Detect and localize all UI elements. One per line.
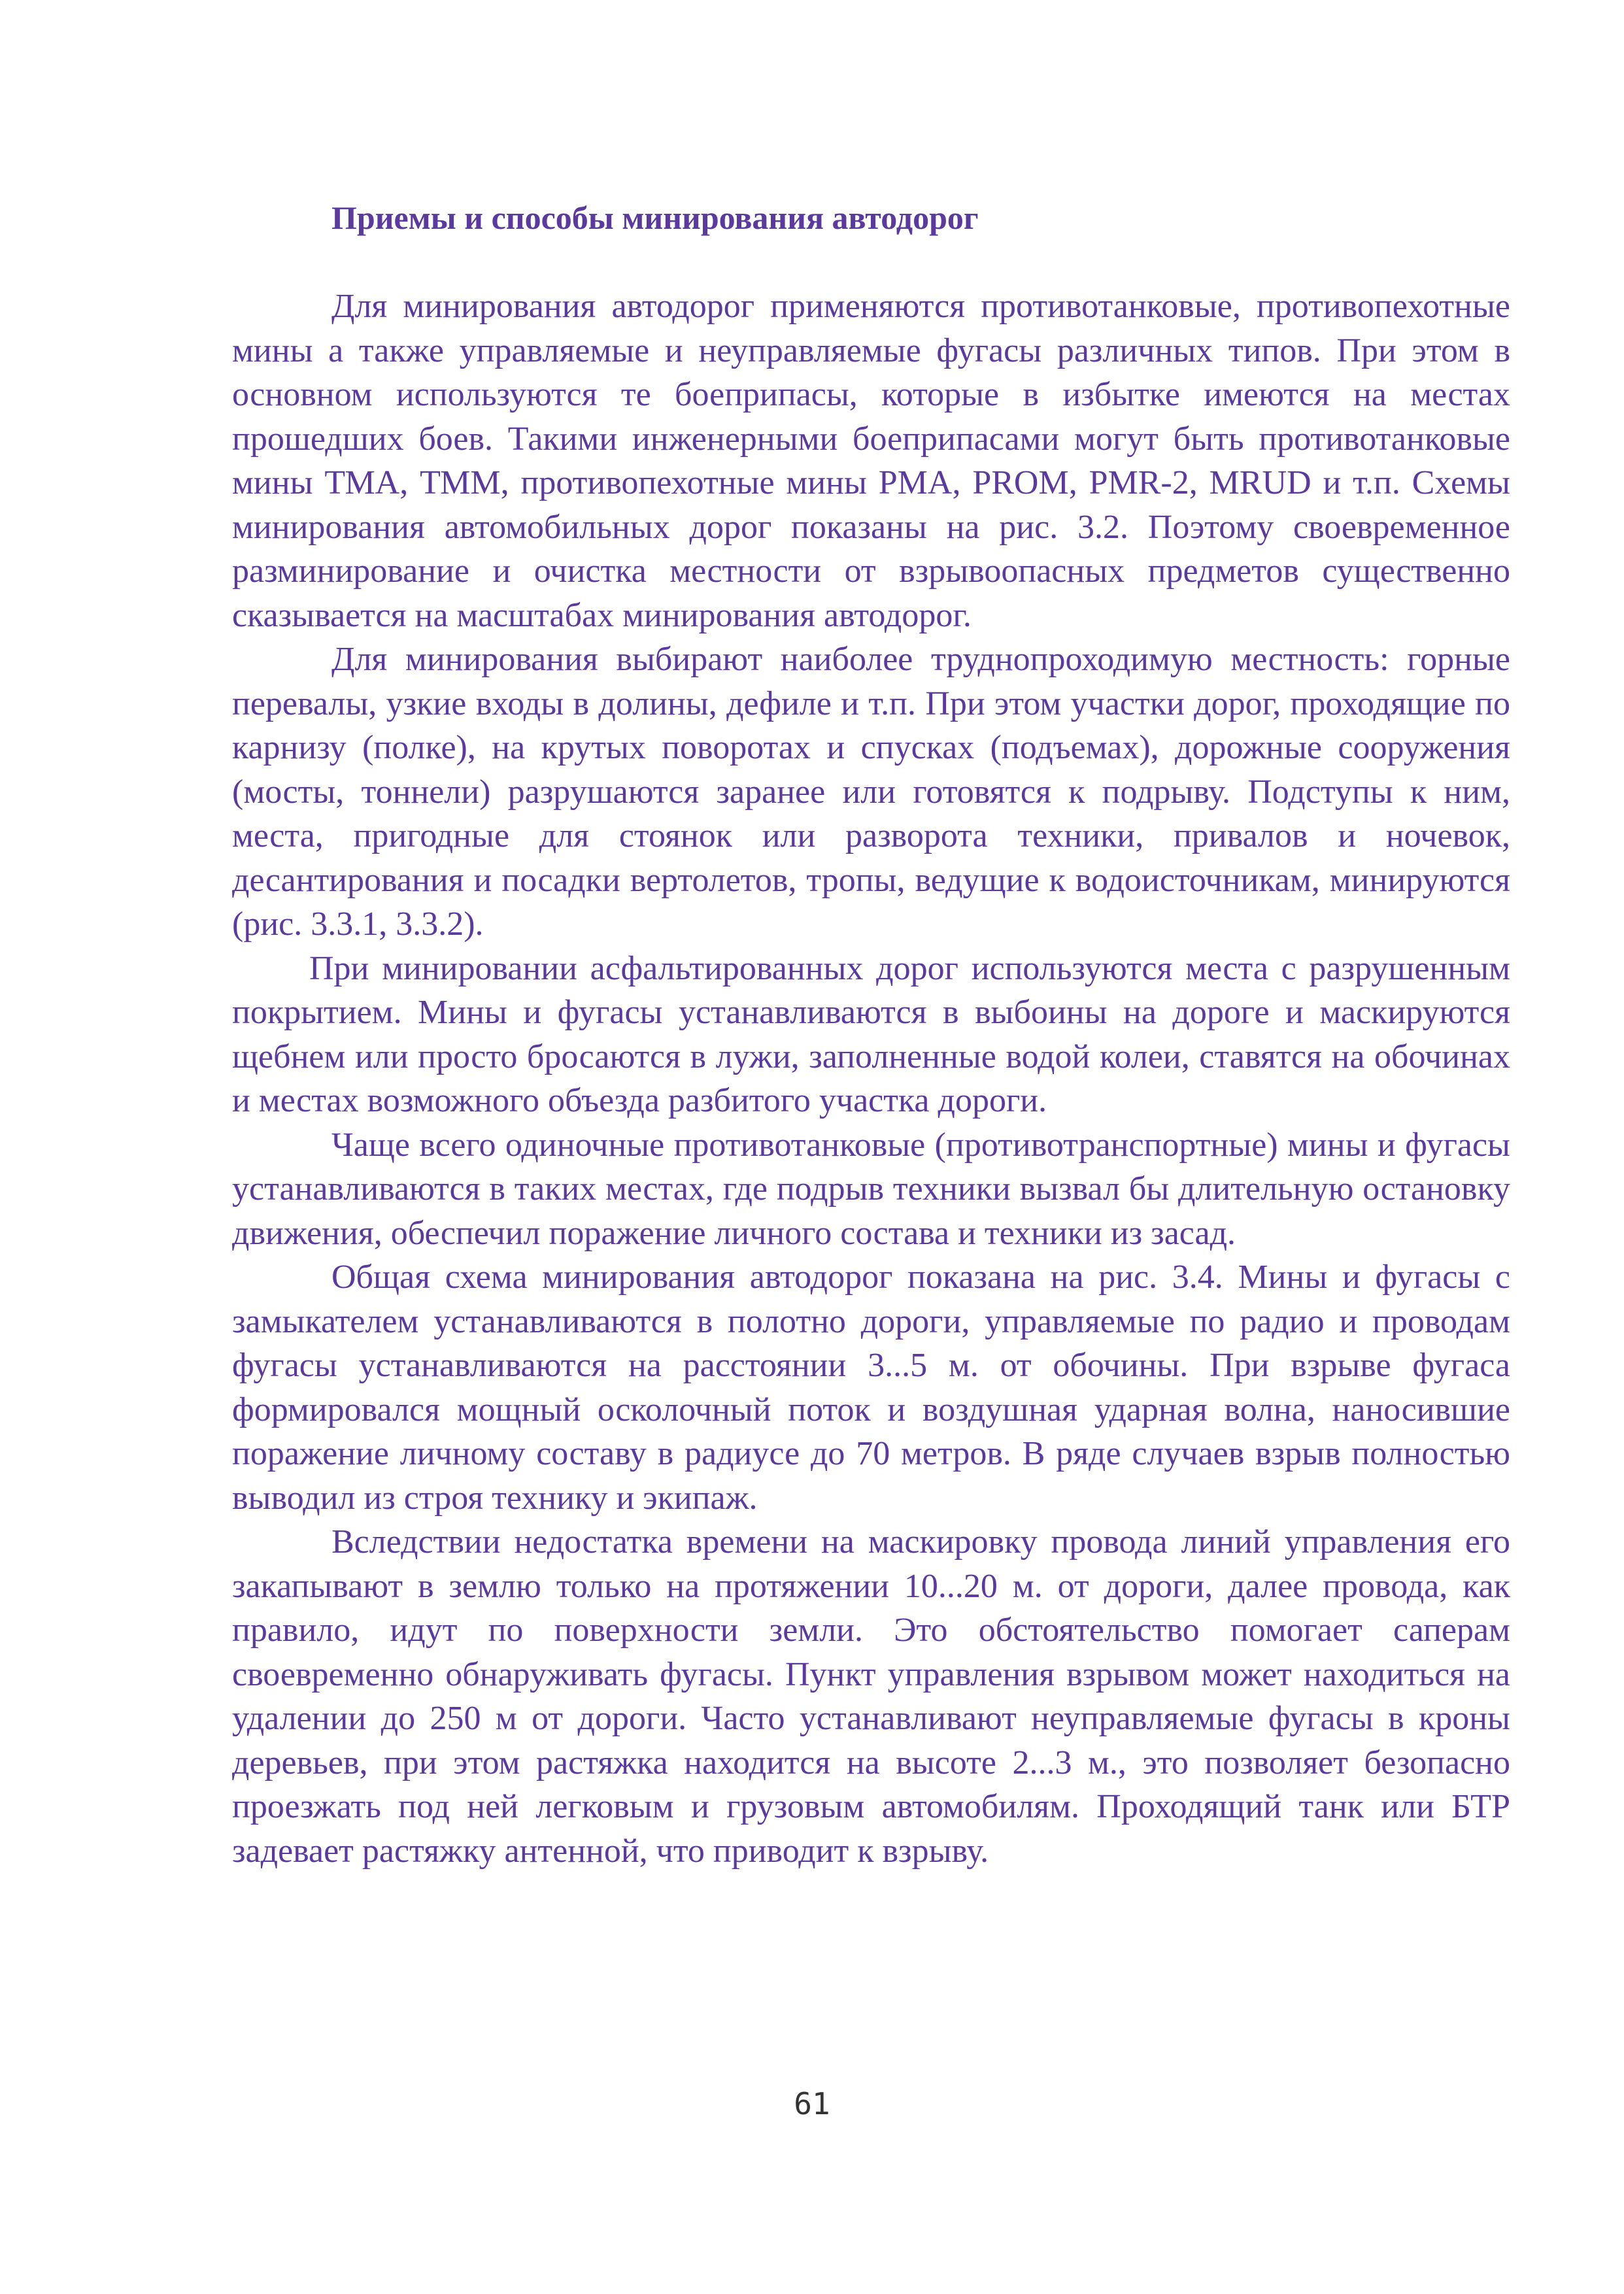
paragraph-1: Для минирования автодорог применяются противотанковые, противопехотные мины а также управляемые и неуправляемые фугасы различных типов. При этом в основном используются те боеприпасы, которые в избытке имеются на местах прошедших боев. Такими инженерными боеприпасами могут быть противотанковые мины ТМА, ТММ, противопехотные мины PMA, PROM, PMR-2, MRUD и т.п. Схемы минирования автомобильных дорог показаны на рис. 3.2. Поэтому своевременное разминирование и очистка местности от взрывоопасных предметов существенно сказывается на масштабах минирования автодорог. bbox=[232, 288, 1510, 634]
paragraph-4: Чаще всего одиночные противотанковые (противотранспортные) мины и фугасы устанавливаются в таких местах, где подрыв техники вызвал бы длительную остановку движения, обеспечил поражение личного состава и техники из засад. bbox=[232, 1126, 1510, 1252]
paragraph-2: Для минирования выбирают наиболее труднопроходимую местность: горные перевалы, узкие входы в долины, дефиле и т.п. При этом участки дорог, проходящие по карнизу (полке), на крутых поворотах и спусках (подъемах), дорожные сооружения (мосты, тоннели) разрушаются заранее или готовятся к подрыву. Подступы к ним, места, пригодные для стоянок или разворота техники, привалов и ночевок, десантирования и посадки вертолетов, тропы, ведущие к водоисточникам, минируются (рис. 3.3.1, 3.3.2). bbox=[232, 641, 1510, 943]
paragraph-5: Общая схема минирования автодорог показана на рис. 3.4. Мины и фугасы с замыкателем устанавливаются в полотно дороги, управляемые по радио и проводам фугасы устанавливаются на расстоянии 3...5 м. от обочины. При взрыве фугаса формировался мощный осколочный поток и воздушная ударная волна, наносившие поражение личному составу в радиусе до 70 метров. В ряде случаев взрыв полностью выводил из строя технику и экипаж. bbox=[232, 1258, 1510, 1517]
section-heading: Приемы и способы минирования автодорог bbox=[331, 199, 979, 236]
paragraph-6: Вследствии недостатка времени на маскировку провода линий управления его закапывают в землю только на протяжении 10...20 м. от дороги, далее провода, как правило, идут по поверхности земли. Это обстоятельство помогает саперам своевременно обнаруживать фугасы. Пункт управления взрывом может находиться на удалении до 250 м от дороги. Часто устанавливают неуправляемые фугасы в кроны деревьев, при этом растяжка находится на высоте 2...3 м., это позволяет безопасно проезжать под ней легковым и грузовым автомобилям. Проходящий танк или БТР задевает растяжку антенной, что приводит к взрыву. bbox=[232, 1523, 1510, 1870]
paragraph-3: При минировании асфальтированных дорог используются места с разрушенным покрытием. Мины и фугасы устанавливаются в выбоины на дороге и маскируются щебнем или просто бросаются в лужи, заполненные водой колеи, ставятся на обочинах и местах возможного объезда разбитого участка дороги. bbox=[232, 949, 1510, 1119]
page-content bbox=[232, 196, 1510, 1873]
heading-spacer bbox=[232, 241, 1510, 285]
page-number: 61 bbox=[794, 2086, 830, 2121]
